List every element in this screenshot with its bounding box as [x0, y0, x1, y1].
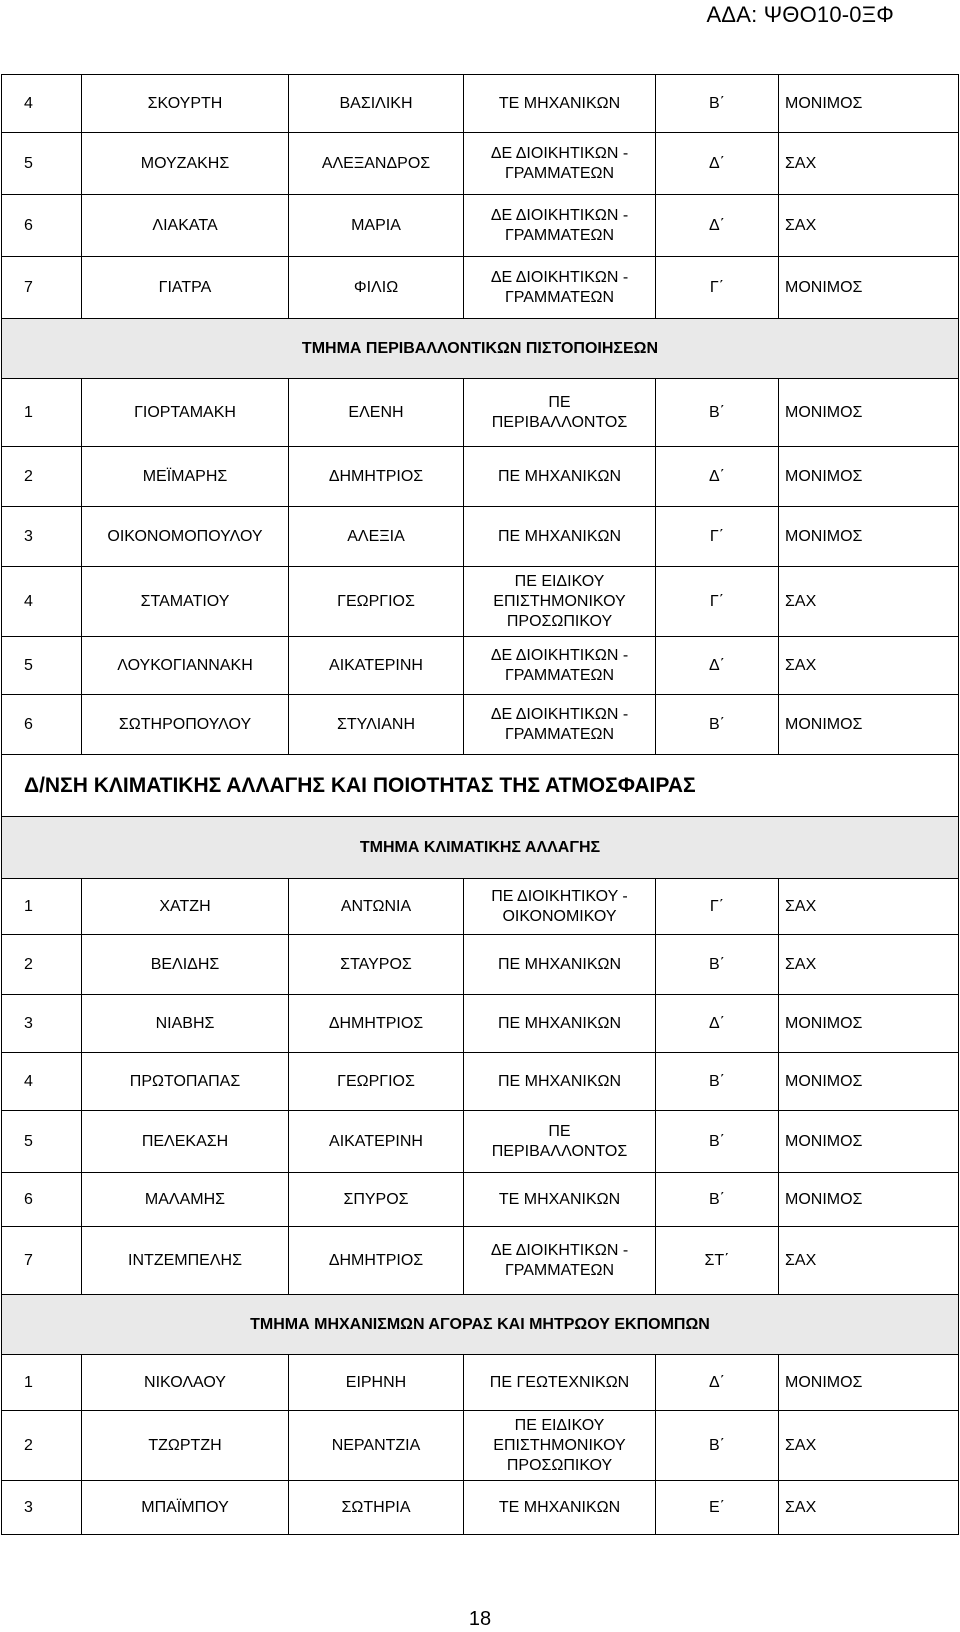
grade-cell: Ε΄	[656, 1481, 779, 1535]
status-cell: ΜΟΝΙΜΟΣ	[779, 75, 959, 133]
first-name-cell: ΣΤΥΛΙΑΝΗ	[289, 695, 464, 755]
status-cell: ΜΟΝΙΜΟΣ	[779, 1173, 959, 1227]
section-heading-row	[2, 319, 959, 379]
surname-cell: ΒΕΛΙΔΗΣ	[82, 935, 289, 995]
surname-cell: ΣΤΑΜΑΤΙΟΥ	[82, 567, 289, 637]
first-name-cell: ΑΛΕΞΑΝΔΡΟΣ	[289, 133, 464, 195]
surname-cell: ΓΙΑΤΡΑ	[82, 257, 289, 319]
position-cell: ΠΕ ΠΕΡΙΒΑΛΛΟΝΤΟΣ	[464, 379, 656, 447]
status-cell: ΣΑΧ	[779, 1411, 959, 1481]
surname-cell: ΠΡΩΤΟΠΑΠΑΣ	[82, 1053, 289, 1111]
status-cell: ΜΟΝΙΜΟΣ	[779, 257, 959, 319]
table-row	[2, 379, 959, 447]
first-name-cell: ΦΙΛΙΩ	[289, 257, 464, 319]
position-cell: ΤΕ ΜΗΧΑΝΙΚΩΝ	[464, 1173, 656, 1227]
status-cell: ΣΑΧ	[779, 1227, 959, 1295]
grade-cell: Β΄	[656, 935, 779, 995]
position-cell: ΔΕ ΔΙΟΙΚΗΤΙΚΩΝ - ΓΡΑΜΜΑΤΕΩΝ	[464, 133, 656, 195]
first-name-cell: ΔΗΜΗΤΡΙΟΣ	[289, 447, 464, 507]
grade-cell: Β΄	[656, 695, 779, 755]
first-name-cell: ΑΙΚΑΤΕΡΙΝΗ	[289, 637, 464, 695]
position-cell: ΠΕ ΕΙΔΙΚΟΥ ΕΠΙΣΤΗΜΟΝΙΚΟΥ ΠΡΟΣΩΠΙΚΟΥ	[464, 1411, 656, 1481]
first-name-cell: ΑΙΚΑΤΕΡΙΝΗ	[289, 1111, 464, 1173]
row-number-cell: 4	[2, 1053, 82, 1111]
table-row	[2, 1111, 959, 1173]
first-name-cell: ΕΛΕΝΗ	[289, 379, 464, 447]
table-row	[2, 1053, 959, 1111]
row-number-cell: 6	[2, 1173, 82, 1227]
table-row	[2, 695, 959, 755]
grade-cell: Β΄	[656, 1411, 779, 1481]
surname-cell: ΧΑΤΖΗ	[82, 879, 289, 935]
position-cell: ΠΕ ΕΙΔΙΚΟΥ ΕΠΙΣΤΗΜΟΝΙΚΟΥ ΠΡΟΣΩΠΙΚΟΥ	[464, 567, 656, 637]
position-cell: ΠΕ ΔΙΟΙΚΗΤΙΚΟΥ - ΟΙΚΟΝΟΜΙΚΟΥ	[464, 879, 656, 935]
surname-cell: ΓΙΟΡΤΑΜΑΚΗ	[82, 379, 289, 447]
section-title: ΤΜΗΜΑ ΜΗΧΑΝΙΣΜΩΝ ΑΓΟΡΑΣ ΚΑΙ ΜΗΤΡΩΟΥ ΕΚΠΟΜΠΩΝ	[2, 1295, 959, 1355]
grade-cell: Δ΄	[656, 995, 779, 1053]
surname-cell: ΜΕΪΜΑΡΗΣ	[82, 447, 289, 507]
row-number-cell: 7	[2, 257, 82, 319]
section-title: ΤΜΗΜΑ ΚΛΙΜΑΤΙΚΗΣ ΑΛΛΑΓΗΣ	[2, 817, 959, 879]
position-cell: ΠΕ ΓΕΩΤΕΧΝΙΚΩΝ	[464, 1355, 656, 1411]
grade-cell: Γ΄	[656, 507, 779, 567]
position-cell: ΔΕ ΔΙΟΙΚΗΤΙΚΩΝ - ΓΡΑΜΜΑΤΕΩΝ	[464, 195, 656, 257]
grade-cell: Β΄	[656, 1111, 779, 1173]
first-name-cell: ΝΕΡΑΝΤΖΙΑ	[289, 1411, 464, 1481]
status-cell: ΣΑΧ	[779, 195, 959, 257]
grade-cell: Β΄	[656, 75, 779, 133]
staff-table-body	[2, 75, 959, 1535]
table-row	[2, 195, 959, 257]
row-number-cell: 2	[2, 935, 82, 995]
surname-cell: ΤΖΩΡΤΖΗ	[82, 1411, 289, 1481]
row-number-cell: 2	[2, 447, 82, 507]
row-number-cell: 2	[2, 1411, 82, 1481]
grade-cell: Δ΄	[656, 195, 779, 257]
table-row	[2, 637, 959, 695]
section-heading-row	[2, 1295, 959, 1355]
row-number-cell: 4	[2, 567, 82, 637]
first-name-cell: ΕΙΡΗΝΗ	[289, 1355, 464, 1411]
position-cell: ΠΕ ΠΕΡΙΒΑΛΛΟΝΤΟΣ	[464, 1111, 656, 1173]
status-cell: ΣΑΧ	[779, 1481, 959, 1535]
status-cell: ΜΟΝΙΜΟΣ	[779, 1355, 959, 1411]
surname-cell: ΟΙΚΟΝΟΜΟΠΟΥΛΟΥ	[82, 507, 289, 567]
table-row	[2, 1173, 959, 1227]
grade-cell: Δ΄	[656, 637, 779, 695]
first-name-cell: ΓΕΩΡΓΙΟΣ	[289, 567, 464, 637]
first-name-cell: ΑΝΤΩΝΙΑ	[289, 879, 464, 935]
table-row	[2, 879, 959, 935]
row-number-cell: 1	[2, 379, 82, 447]
position-cell: ΔΕ ΔΙΟΙΚΗΤΙΚΩΝ - ΓΡΑΜΜΑΤΕΩΝ	[464, 1227, 656, 1295]
first-name-cell: ΣΠΥΡΟΣ	[289, 1173, 464, 1227]
grade-cell: Δ΄	[656, 1355, 779, 1411]
first-name-cell: ΜΑΡΙΑ	[289, 195, 464, 257]
directorate-title: Δ/ΝΣΗ ΚΛΙΜΑΤΙΚΗΣ ΑΛΛΑΓΗΣ ΚΑΙ ΠΟΙΟΤΗΤΑΣ ΤΗΣ ΑΤΜΟΣΦΑΙΡΑΣ	[2, 755, 959, 817]
document-ada-code: ΑΔΑ: ΨΘΟ10-0ΞΦ	[706, 2, 894, 27]
surname-cell: ΝΙΑΒΗΣ	[82, 995, 289, 1053]
first-name-cell: ΣΩΤΗΡΙΑ	[289, 1481, 464, 1535]
table-row	[2, 935, 959, 995]
row-number-cell: 5	[2, 637, 82, 695]
section-heading-row	[2, 817, 959, 879]
status-cell: ΜΟΝΙΜΟΣ	[779, 695, 959, 755]
row-number-cell: 6	[2, 695, 82, 755]
position-cell: ΠΕ ΜΗΧΑΝΙΚΩΝ	[464, 507, 656, 567]
row-number-cell: 3	[2, 507, 82, 567]
first-name-cell: ΒΑΣΙΛΙΚΗ	[289, 75, 464, 133]
surname-cell: ΜΑΛΑΜΗΣ	[82, 1173, 289, 1227]
table-row	[2, 567, 959, 637]
table-row	[2, 257, 959, 319]
status-cell: ΜΟΝΙΜΟΣ	[779, 1111, 959, 1173]
grade-cell: Β΄	[656, 379, 779, 447]
row-number-cell: 4	[2, 75, 82, 133]
table-row	[2, 995, 959, 1053]
position-cell: ΠΕ ΜΗΧΑΝΙΚΩΝ	[464, 935, 656, 995]
status-cell: ΣΑΧ	[779, 133, 959, 195]
surname-cell: ΣΩΤΗΡΟΠΟΥΛΟΥ	[82, 695, 289, 755]
surname-cell: ΛΟΥΚΟΓΙΑΝΝΑΚΗ	[82, 637, 289, 695]
surname-cell: ΜΠΑΪΜΠΟΥ	[82, 1481, 289, 1535]
status-cell: ΜΟΝΙΜΟΣ	[779, 447, 959, 507]
row-number-cell: 3	[2, 995, 82, 1053]
status-cell: ΣΑΧ	[779, 879, 959, 935]
status-cell: ΣΑΧ	[779, 567, 959, 637]
table-row	[2, 1411, 959, 1481]
directorate-heading-row	[2, 755, 959, 817]
status-cell: ΣΑΧ	[779, 935, 959, 995]
position-cell: ΤΕ ΜΗΧΑΝΙΚΩΝ	[464, 75, 656, 133]
first-name-cell: ΣΤΑΥΡΟΣ	[289, 935, 464, 995]
position-cell: ΠΕ ΜΗΧΑΝΙΚΩΝ	[464, 447, 656, 507]
row-number-cell: 6	[2, 195, 82, 257]
surname-cell: ΙΝΤΖΕΜΠΕΛΗΣ	[82, 1227, 289, 1295]
staff-table	[1, 74, 959, 1535]
grade-cell: Γ΄	[656, 879, 779, 935]
table-row	[2, 507, 959, 567]
row-number-cell: 7	[2, 1227, 82, 1295]
surname-cell: ΝΙΚΟΛΑΟΥ	[82, 1355, 289, 1411]
row-number-cell: 5	[2, 133, 82, 195]
surname-cell: ΛΙΑΚΑΤΑ	[82, 195, 289, 257]
grade-cell: Γ΄	[656, 567, 779, 637]
status-cell: ΜΟΝΙΜΟΣ	[779, 1053, 959, 1111]
table-row	[2, 1481, 959, 1535]
surname-cell: ΠΕΛΕΚΑΣΗ	[82, 1111, 289, 1173]
position-cell: ΔΕ ΔΙΟΙΚΗΤΙΚΩΝ - ΓΡΑΜΜΑΤΕΩΝ	[464, 637, 656, 695]
position-cell: ΠΕ ΜΗΧΑΝΙΚΩΝ	[464, 1053, 656, 1111]
position-cell: ΔΕ ΔΙΟΙΚΗΤΙΚΩΝ - ΓΡΑΜΜΑΤΕΩΝ	[464, 257, 656, 319]
section-title: ΤΜΗΜΑ ΠΕΡΙΒΑΛΛΟΝΤΙΚΩΝ ΠΙΣΤΟΠΟΙΗΣΕΩΝ	[2, 319, 959, 379]
position-cell: ΔΕ ΔΙΟΙΚΗΤΙΚΩΝ - ΓΡΑΜΜΑΤΕΩΝ	[464, 695, 656, 755]
grade-cell: Β΄	[656, 1053, 779, 1111]
grade-cell: Δ΄	[656, 133, 779, 195]
row-number-cell: 1	[2, 1355, 82, 1411]
page-number: 18	[468, 1608, 492, 1630]
grade-cell: ΣΤ΄	[656, 1227, 779, 1295]
grade-cell: Β΄	[656, 1173, 779, 1227]
row-number-cell: 3	[2, 1481, 82, 1535]
table-row	[2, 1355, 959, 1411]
position-cell: ΤΕ ΜΗΧΑΝΙΚΩΝ	[464, 1481, 656, 1535]
row-number-cell: 5	[2, 1111, 82, 1173]
table-row	[2, 1227, 959, 1295]
status-cell: ΜΟΝΙΜΟΣ	[779, 379, 959, 447]
table-row	[2, 447, 959, 507]
table-row	[2, 133, 959, 195]
first-name-cell: ΓΕΩΡΓΙΟΣ	[289, 1053, 464, 1111]
row-number-cell: 1	[2, 879, 82, 935]
first-name-cell: ΑΛΕΞΙΑ	[289, 507, 464, 567]
surname-cell: ΜΟΥΖΑΚΗΣ	[82, 133, 289, 195]
first-name-cell: ΔΗΜΗΤΡΙΟΣ	[289, 1227, 464, 1295]
status-cell: ΜΟΝΙΜΟΣ	[779, 507, 959, 567]
table-row	[2, 75, 959, 133]
position-cell: ΠΕ ΜΗΧΑΝΙΚΩΝ	[464, 995, 656, 1053]
surname-cell: ΣΚΟΥΡΤΗ	[82, 75, 289, 133]
grade-cell: Δ΄	[656, 447, 779, 507]
grade-cell: Γ΄	[656, 257, 779, 319]
first-name-cell: ΔΗΜΗΤΡΙΟΣ	[289, 995, 464, 1053]
status-cell: ΜΟΝΙΜΟΣ	[779, 995, 959, 1053]
status-cell: ΣΑΧ	[779, 637, 959, 695]
